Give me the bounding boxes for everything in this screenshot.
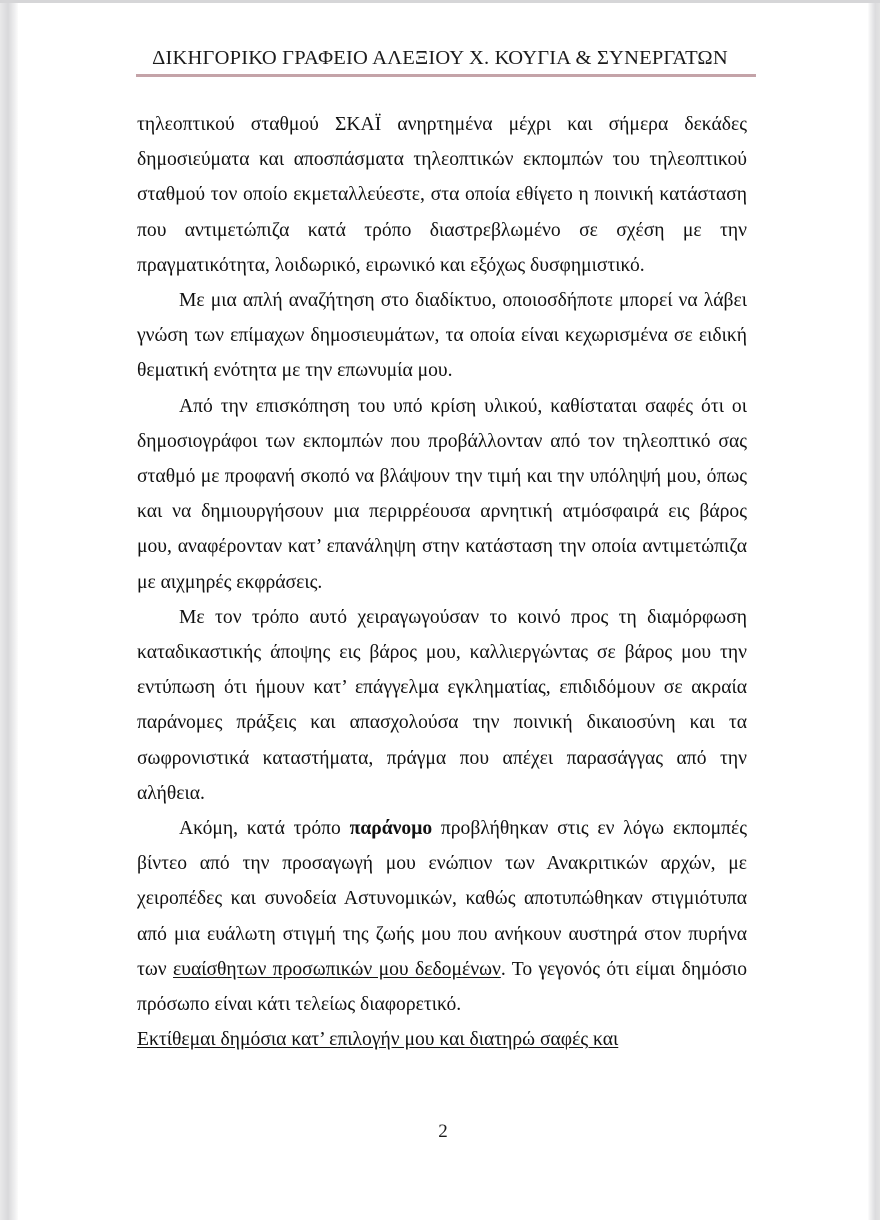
letterhead-title: ΔΙΚΗΓΟΡΙΚΟ ΓΡΑΦΕΙΟ ΑΛΕΞΙΟΥ Χ. ΚΟΥΓΙΑ & ΣΥΝΕΡΓΑΤΩΝ [152, 47, 728, 69]
paragraph-5-segment-2: προβλήθηκαν στις εν λόγω εκπομπές βίντεο από την προσαγωγή μου ενώπιον των Ανακριτικών αρχών, με χειροπέδες και συνοδεία Αστυνομικών, καθώς αποτυπώθηκαν στιγμιότυπα από μια ευάλωτη στιγμή της ζωής μου που ανήκουν αυστηρά στον πυρήνα των [137, 818, 747, 980]
paragraph-1: τηλεοπτικού σταθμού ΣΚΑΪ ανηρτημένα μέχρι και σήμερα δεκάδες δημοσιεύματα και αποσπάσματα τηλεοπτικών εκπομπών του τηλεοπτικού σταθμού τον οποίο εκμεταλλεύεστε, στα οποία εθίγετο η ποινική κατάσταση που αντιμετώπιζα κατά τρόπο διαστρεβλωμένο σε σχέση με την πραγματικότητα, λοιδωρικό, ειρωνικό και εξόχως δυσφημιστικό. [137, 114, 747, 276]
paragraph-3: Από την επισκόπηση του υπό κρίση υλικού, καθίσταται σαφές ότι οι δημοσιογράφοι των εκπομπών που προβάλλονταν από τον τηλεοπτικό σας σταθμό με προφανή σκοπό να βλάψουν την τιμή και την υπόληψή μου, όπως και να δημιουργήσουν μια περιρρέουσα αρνητική ατμόσφαιρά εις βάρος μου, αναφέρονταν κατ’ επανάληψη στην κατάσταση την οποία αντιμετώπιζα με αιχμηρές εκφράσεις. [137, 395, 747, 593]
paragraph-4: Με τον τρόπο αυτό χειραγωγούσαν το κοινό προς τη διαμόρφωση καταδικαστικής άποψης εις βάρος μου, καλλιεργώντας σε βάρος μου την εντύπωση ότι ήμουν κατ’ επάγγελμα εγκληματίας, επιδιδόμουν σε ακραία παράνομες πράξεις και απασχολούσα την ποινική δικαιοσύνη και τα σωφρονιστικά καταστήματα, πράγμα που απέχει παρασάγγας από την αλήθεια. [137, 606, 747, 804]
paragraph-6-underlined-text: Εκτίθεμαι δημόσια κατ’ επιλογήν μου και διατηρώ σαφές και [137, 1029, 619, 1051]
document-page [18, 3, 868, 1220]
paragraph-5-segment-1: Ακόμη, κατά τρόπο [179, 818, 350, 840]
page-shadow-left [0, 3, 18, 1220]
document-body [137, 107, 747, 1057]
paragraph-5 [137, 811, 747, 1022]
paragraph-5-bold-term: παράνομο [349, 818, 433, 840]
paragraph-2: Με μια απλή αναζήτηση στο διαδίκτυο, οποιοσδήποτε μπορεί να λάβει γνώση των επίμαχων δημοσιευμάτων, τα οποία είναι κεχωρισμένα σε ειδική θεματική ενότητα με την επωνυμία μου. [137, 290, 747, 382]
paragraph-5-segment-3: . Το γεγονός ότι είμαι δημόσιο πρόσωπο είναι κάτι τελείως διαφορετικό. [137, 958, 747, 1016]
page-shadow-right [868, 3, 880, 1220]
paragraph-5-underlined-term: ευαίσθητων προσωπικών μου δεδομένων [173, 958, 501, 980]
letterhead [120, 47, 760, 77]
letterhead-divider [136, 74, 756, 77]
paragraph-6-fragment [137, 1022, 747, 1057]
page-number: 2 [438, 1121, 448, 1142]
